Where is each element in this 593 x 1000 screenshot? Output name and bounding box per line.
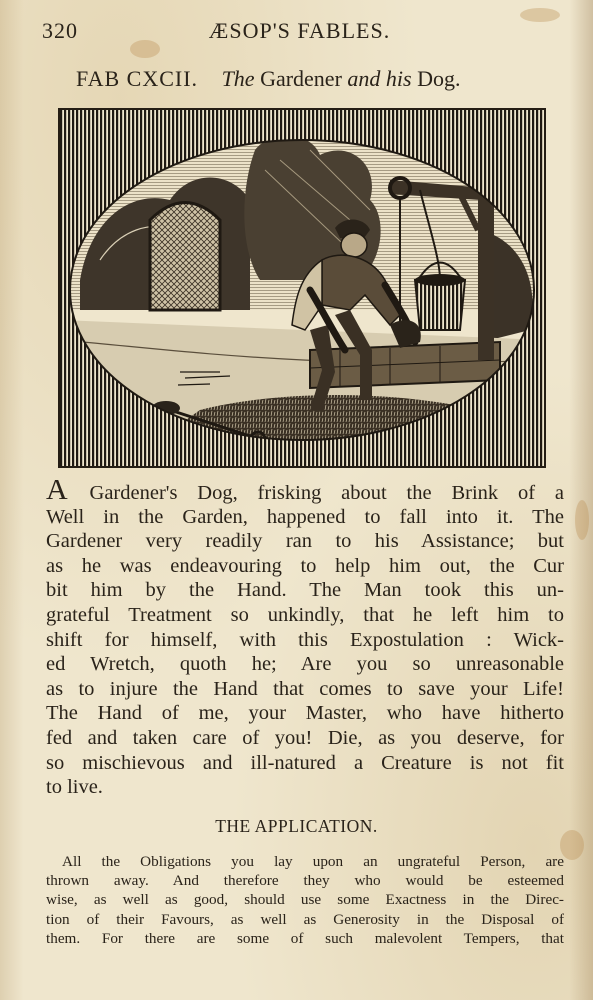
fable-text: [46, 480, 564, 800]
fable-line: The Hand of me, your Master, who have hitherto: [46, 702, 564, 725]
fable-line: as to injure the Hand that comes to save your Life!: [46, 677, 564, 700]
fable-line: fed and taken care of you! Die, as you deserve, for: [46, 726, 564, 749]
page-number: 320: [42, 18, 78, 43]
fable-heading: [76, 66, 553, 92]
fable-line: so mischievous and ill-natured a Creature is not fit: [46, 751, 564, 774]
fable-last-line: to live.: [46, 776, 103, 799]
fable-number: FAB CXCII.: [76, 66, 199, 91]
fable-line-1: [46, 480, 564, 505]
application-text: [46, 852, 564, 948]
fable-title-and-his: and his: [347, 66, 412, 91]
fable-title-dog: Dog.: [417, 66, 461, 91]
fable-title-gardener: Gardener: [260, 66, 342, 91]
application-line: wise, as well as good, should use some Exactness in the Direc-: [46, 891, 564, 909]
application-line: All the Obligations you lay upon an ungrateful Person, are: [62, 853, 564, 870]
fable-line: ed Wretch, quoth he; Are you so unreasonable: [46, 653, 564, 676]
fable-first-line-text: Gardener's Dog, frisking about the Brink of a: [89, 482, 564, 504]
fable-line: as he was endeavouring to help him out, the Cur: [46, 554, 564, 577]
fable-title-the: The: [221, 66, 255, 91]
fable-line: bit him by the Hand. The Man took this un-: [46, 579, 564, 602]
application-line: them. For there are some of such malevolent Tempers, that: [46, 929, 564, 947]
fable-line: Well in the Garden, happened to fall into it. The: [46, 505, 564, 528]
fable-line: grateful Treatment so unkindly, that he left him to: [46, 603, 564, 626]
running-head: [42, 18, 557, 46]
application-line: thrown away. And therefore they who would be esteemed: [46, 872, 564, 890]
gardener-at-well-engraving: [60, 110, 544, 466]
application-line: tion of their Favours, as well as Generosity in the Disposal of: [46, 910, 564, 928]
woodcut-illustration: [58, 108, 546, 468]
fable-line: Gardener very readily ran to his Assistance; but: [46, 530, 564, 553]
book-title: ÆSOP'S FABLES.: [208, 18, 391, 43]
drop-cap: A: [46, 480, 68, 505]
fable-line: shift for himself, with this Expostulation : Wick-: [46, 628, 564, 651]
application-heading: THE APPLICATION.: [215, 816, 378, 836]
